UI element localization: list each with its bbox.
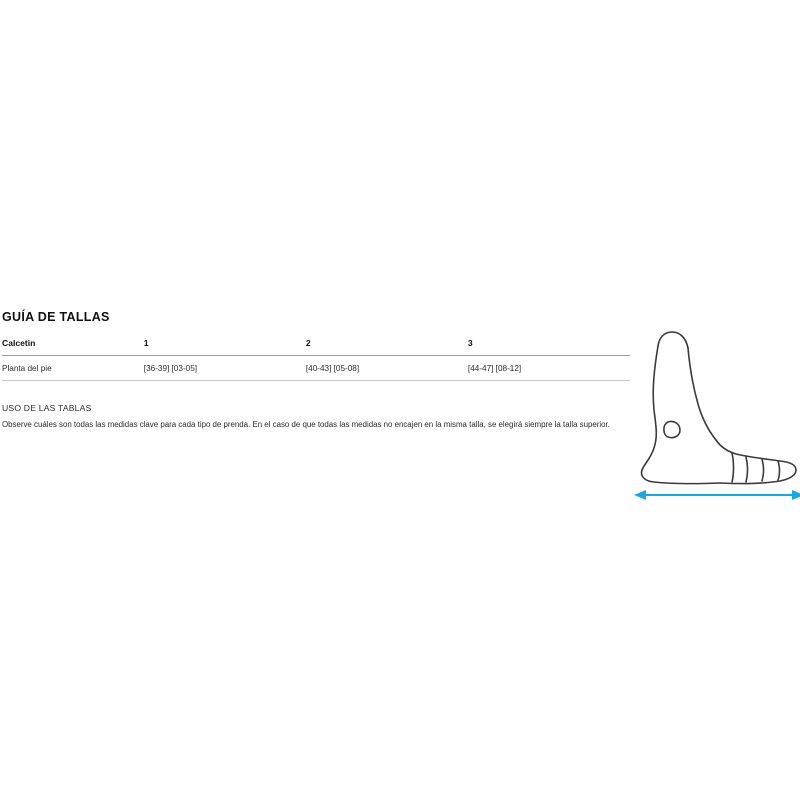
foot-diagram [628,318,800,508]
usage-title: USO DE LAS TABLAS [2,403,92,413]
table-row-label: Planta del pie [2,356,144,381]
table-header-row-label: Calcetin [2,338,144,356]
usage-section [2,403,612,430]
table-cell-size-3: [44-47] [08-12] [468,356,630,381]
size-table-body [2,356,630,381]
size-table [2,338,630,381]
table-cell-size-1: [36-39] [03-05] [144,356,306,381]
table-cell-size-2: [40-43] [05-08] [306,356,468,381]
usage-text: Observe cuáles son todas las medidas clave para cada tipo de prenda. En el caso de que todas las medidas no encajen en la misma talla, se elegirá siempre la talla superior. [2,420,610,429]
table-row [2,356,630,381]
foot-illustration-svg [628,318,800,508]
foot-outline-icon [642,332,797,484]
page-title: GUÍA DE TALLAS [2,310,110,324]
length-measure-arrow [634,490,800,500]
arrow-head-right-icon [792,490,800,500]
table-header-size-1: 1 [144,338,306,356]
size-table-head [2,338,630,356]
table-header-row [2,338,630,356]
arrow-head-left-icon [634,490,646,500]
table-header-size-3: 3 [468,338,630,356]
table-header-size-2: 2 [306,338,468,356]
